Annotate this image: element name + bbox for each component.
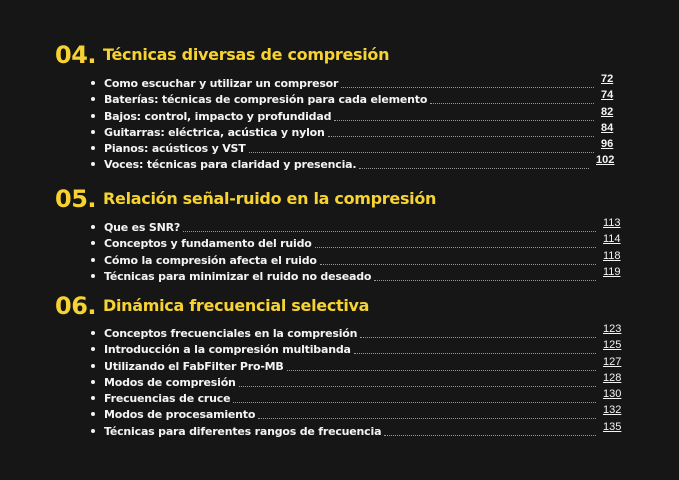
toc-list bbox=[0, 219, 679, 284]
toc-page-link[interactable]: 82 bbox=[601, 105, 614, 118]
dot-leader bbox=[354, 353, 596, 354]
toc-entry-label: Técnicas para minimizar el ruido no deseado bbox=[104, 269, 372, 283]
toc-entry[interactable] bbox=[0, 121, 679, 140]
toc-entry-label: Introducción a la compresión multibanda bbox=[104, 343, 351, 357]
dot-leader bbox=[341, 87, 594, 88]
bullet-icon bbox=[91, 429, 95, 433]
dot-leader bbox=[183, 231, 596, 232]
dot-leader bbox=[430, 103, 594, 104]
toc-entry[interactable] bbox=[0, 140, 679, 156]
toc-entry[interactable] bbox=[0, 91, 679, 107]
toc-page-link[interactable]: 102 bbox=[596, 154, 615, 167]
toc-entry[interactable] bbox=[0, 219, 679, 235]
bullet-icon bbox=[91, 225, 95, 229]
toc-list bbox=[0, 75, 679, 173]
dot-leader bbox=[374, 280, 596, 281]
bullet-icon bbox=[91, 146, 95, 150]
toc-entry-label: Utilizando el FabFilter Pro-MB bbox=[104, 359, 284, 373]
toc-entry[interactable] bbox=[0, 406, 679, 422]
toc-entry[interactable] bbox=[0, 390, 679, 406]
toc-entry[interactable] bbox=[0, 265, 679, 284]
toc-entry-label: Guitarras: eléctrica, acústica y nylon bbox=[104, 125, 325, 139]
dot-leader bbox=[258, 418, 596, 419]
toc-entry-label: Bajos: control, impacto y profundidad bbox=[104, 109, 332, 123]
bullet-icon bbox=[91, 380, 95, 384]
toc-page-link[interactable]: 118 bbox=[603, 249, 621, 262]
dot-leader bbox=[233, 402, 596, 403]
toc-entry-label: Voces: técnicas para claridad y presencia. bbox=[104, 158, 357, 172]
toc-page-link[interactable]: 130 bbox=[603, 388, 622, 401]
dot-leader bbox=[320, 264, 596, 265]
toc-entry[interactable] bbox=[0, 355, 679, 374]
toc-entry[interactable] bbox=[0, 341, 679, 357]
toc-entry[interactable] bbox=[0, 420, 679, 439]
toc-entry[interactable] bbox=[0, 371, 679, 390]
toc-section-04 bbox=[0, 41, 679, 172]
dot-leader bbox=[359, 168, 589, 169]
toc-page-link[interactable]: 72 bbox=[601, 73, 614, 85]
dot-leader bbox=[239, 386, 596, 387]
bullet-icon bbox=[91, 347, 95, 351]
toc-page-link[interactable]: 125 bbox=[603, 339, 622, 352]
toc-page-link[interactable]: 96 bbox=[601, 138, 614, 151]
section-heading bbox=[0, 292, 679, 322]
toc-entry-label: Modos de compresión bbox=[104, 375, 236, 389]
toc-entry-label: Como escuchar y utilizar un compresor bbox=[104, 77, 339, 90]
toc-entry-label: Frecuencias de cruce bbox=[104, 392, 231, 406]
toc-entry-label: Técnicas para diferentes rangos de frecuencia bbox=[104, 424, 382, 438]
section-title: Relación señal-ruido en la compresión bbox=[103, 189, 437, 208]
dot-leader bbox=[249, 152, 594, 153]
toc-page-link[interactable]: 127 bbox=[603, 355, 622, 368]
bullet-icon bbox=[91, 412, 95, 416]
bullet-icon bbox=[91, 364, 95, 368]
toc-entry-label: Modos de procesamiento bbox=[104, 408, 256, 422]
toc-entry-label: Que es SNR? bbox=[104, 221, 181, 234]
bullet-icon bbox=[91, 274, 95, 278]
dot-leader bbox=[334, 120, 594, 121]
toc-page-link[interactable]: 113 bbox=[603, 217, 621, 229]
toc-page-link[interactable]: 128 bbox=[603, 371, 622, 384]
dot-leader bbox=[287, 370, 596, 371]
toc-entry[interactable] bbox=[0, 105, 679, 124]
toc-entry[interactable] bbox=[0, 325, 679, 341]
toc-section-05 bbox=[0, 185, 679, 283]
toc-page-link[interactable]: 119 bbox=[603, 265, 621, 278]
toc-list bbox=[0, 325, 679, 439]
bullet-icon bbox=[91, 241, 95, 245]
toc-entry[interactable] bbox=[0, 156, 679, 172]
dot-leader bbox=[384, 435, 596, 436]
bullet-icon bbox=[91, 331, 95, 335]
toc-entry-label: Cómo la compresión afecta el ruido bbox=[104, 253, 317, 267]
dot-leader bbox=[315, 247, 596, 248]
toc-entry-label: Pianos: acústicos y VST bbox=[104, 142, 246, 156]
dot-leader bbox=[328, 136, 594, 137]
toc-page-link[interactable]: 123 bbox=[603, 323, 622, 335]
toc-section-06 bbox=[0, 292, 679, 438]
section-heading bbox=[0, 185, 679, 215]
bullet-icon bbox=[91, 258, 95, 262]
toc-page-link[interactable]: 84 bbox=[601, 121, 614, 134]
toc-page-link[interactable]: 74 bbox=[601, 89, 614, 102]
bullet-icon bbox=[91, 162, 95, 166]
section-heading bbox=[0, 41, 679, 71]
bullet-icon bbox=[91, 97, 95, 101]
section-title: Dinámica frecuencial selectiva bbox=[103, 296, 370, 315]
section-number: 04. bbox=[55, 41, 97, 69]
toc-entry-label: Baterías: técnicas de compresión para cada elemento bbox=[104, 93, 428, 107]
toc-entry-label: Conceptos frecuenciales en la compresión bbox=[104, 327, 358, 340]
section-number: 05. bbox=[55, 185, 97, 213]
section-number: 06. bbox=[55, 292, 97, 320]
section-title: Técnicas diversas de compresión bbox=[103, 45, 390, 64]
bullet-icon bbox=[91, 114, 95, 118]
toc-page-link[interactable]: 114 bbox=[603, 233, 621, 246]
toc-page-link[interactable]: 132 bbox=[603, 404, 622, 417]
toc-entry-label: Conceptos y fundamento del ruido bbox=[104, 237, 312, 251]
toc-entry[interactable] bbox=[0, 249, 679, 268]
bullet-icon bbox=[91, 81, 95, 85]
toc-entry[interactable] bbox=[0, 235, 679, 251]
toc-page-link[interactable]: 135 bbox=[603, 420, 622, 433]
dot-leader bbox=[360, 337, 596, 338]
bullet-icon bbox=[91, 130, 95, 134]
bullet-icon bbox=[91, 396, 95, 400]
toc-entry[interactable] bbox=[0, 75, 679, 91]
